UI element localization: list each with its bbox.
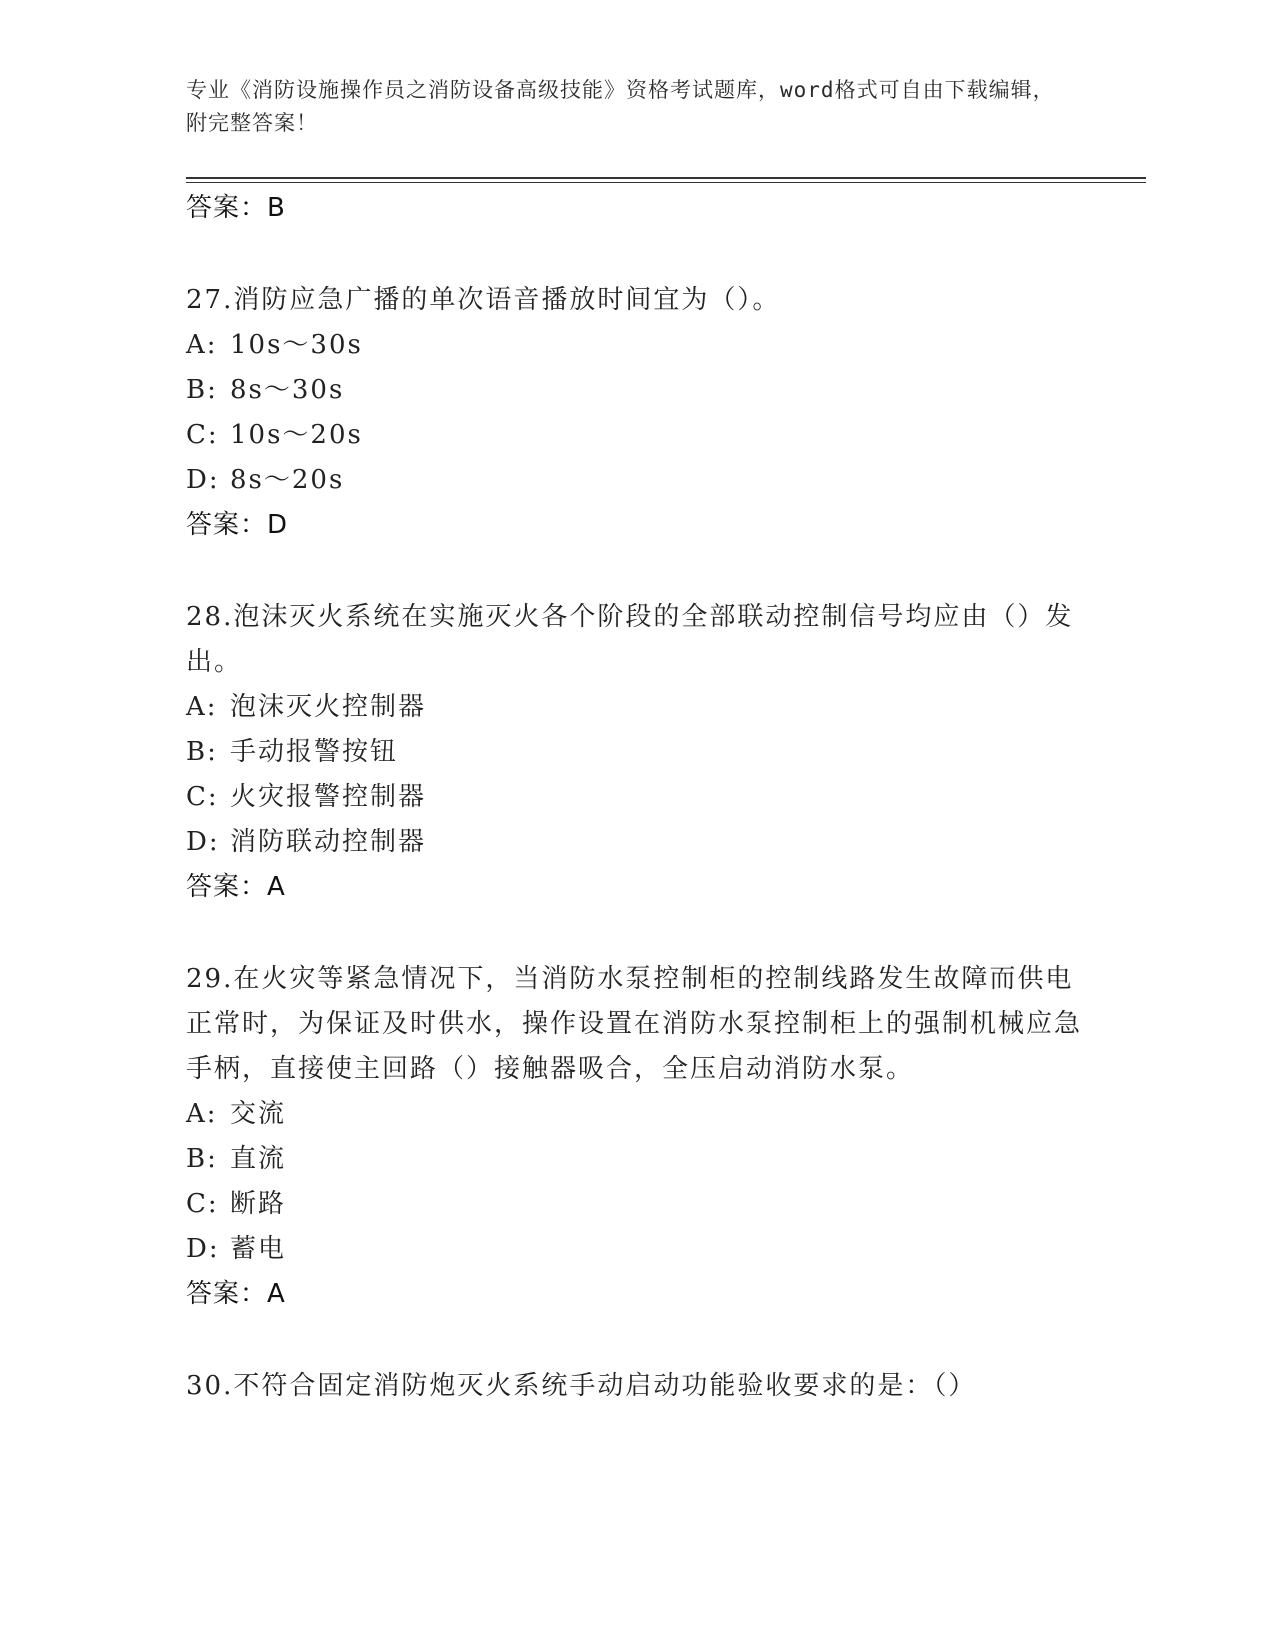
option-letter: D: [186, 1234, 220, 1264]
question-block [186, 1364, 1086, 1409]
option-letter: C: [186, 1189, 219, 1219]
option-text: 手动报警按钮 [230, 737, 399, 767]
option-letter: A: [186, 330, 218, 360]
answer-line: 答案：B [186, 193, 286, 223]
option-c [186, 1182, 1086, 1227]
option-a [186, 685, 1086, 730]
question-block [186, 278, 1086, 547]
question-list [186, 186, 1086, 1409]
option-c [186, 775, 1086, 820]
option-letter: C: [186, 782, 219, 812]
question-stem: 29.在火灾等紧急情况下，当消防水泵控制柜的控制线路发生故障而供电正常时，为保证及时供水，操作设置在消防水泵控制柜上的强制机械应急手柄，直接使主回路（）接触器吸合，全压启动消防水泵。 [186, 964, 1083, 1084]
option-text: 8s～30s [230, 375, 345, 405]
document-header: 专业《消防设施操作员之消防设备高级技能》资格考试题库，word格式可自由下载编辑，附完整答案！ [186, 78, 1055, 135]
option-d [186, 820, 1086, 865]
option-b [186, 1137, 1086, 1182]
option-text: 交流 [230, 1099, 287, 1129]
option-b [186, 368, 1086, 413]
option-letter: B: [186, 1144, 218, 1174]
question-block [186, 595, 1086, 909]
option-letter: A: [186, 1099, 218, 1129]
option-letter: A: [186, 692, 218, 722]
answer-line: 答案：D [186, 510, 289, 540]
option-text: 断路 [230, 1189, 287, 1219]
option-text: 8s～20s [230, 465, 345, 495]
option-b [186, 730, 1086, 775]
option-text: 10s～20s [230, 420, 363, 450]
option-d [186, 1227, 1086, 1272]
question-stem: 30.不符合固定消防炮灭火系统手动启动功能验收要求的是：（） [186, 1371, 977, 1401]
option-letter: D: [186, 827, 220, 857]
option-text: 消防联动控制器 [230, 827, 427, 857]
option-c [186, 413, 1086, 458]
option-text: 直流 [230, 1144, 287, 1174]
question-stem: 27.消防应急广播的单次语音播放时间宜为（）。 [186, 285, 781, 315]
option-letter: B: [186, 737, 218, 767]
header-divider-thick [186, 177, 1146, 179]
option-text: 火灾报警控制器 [230, 782, 427, 812]
question-block [186, 957, 1086, 1316]
option-text: 泡沫灭火控制器 [230, 692, 427, 722]
option-a [186, 323, 1086, 368]
header-divider-thin [186, 182, 1146, 183]
answer-line: 答案：A [186, 872, 286, 902]
question-stem: 28.泡沫灭火系统在实施灭火各个阶段的全部联动控制信号均应由（）发出。 [186, 602, 1074, 677]
option-a [186, 1092, 1086, 1137]
option-text: 蓄电 [230, 1234, 287, 1264]
answer-line: 答案：A [186, 1279, 286, 1309]
option-letter: B: [186, 375, 218, 405]
option-text: 10s～30s [230, 330, 363, 360]
option-letter: D: [186, 465, 220, 495]
option-letter: C: [186, 420, 219, 450]
option-d [186, 458, 1086, 503]
